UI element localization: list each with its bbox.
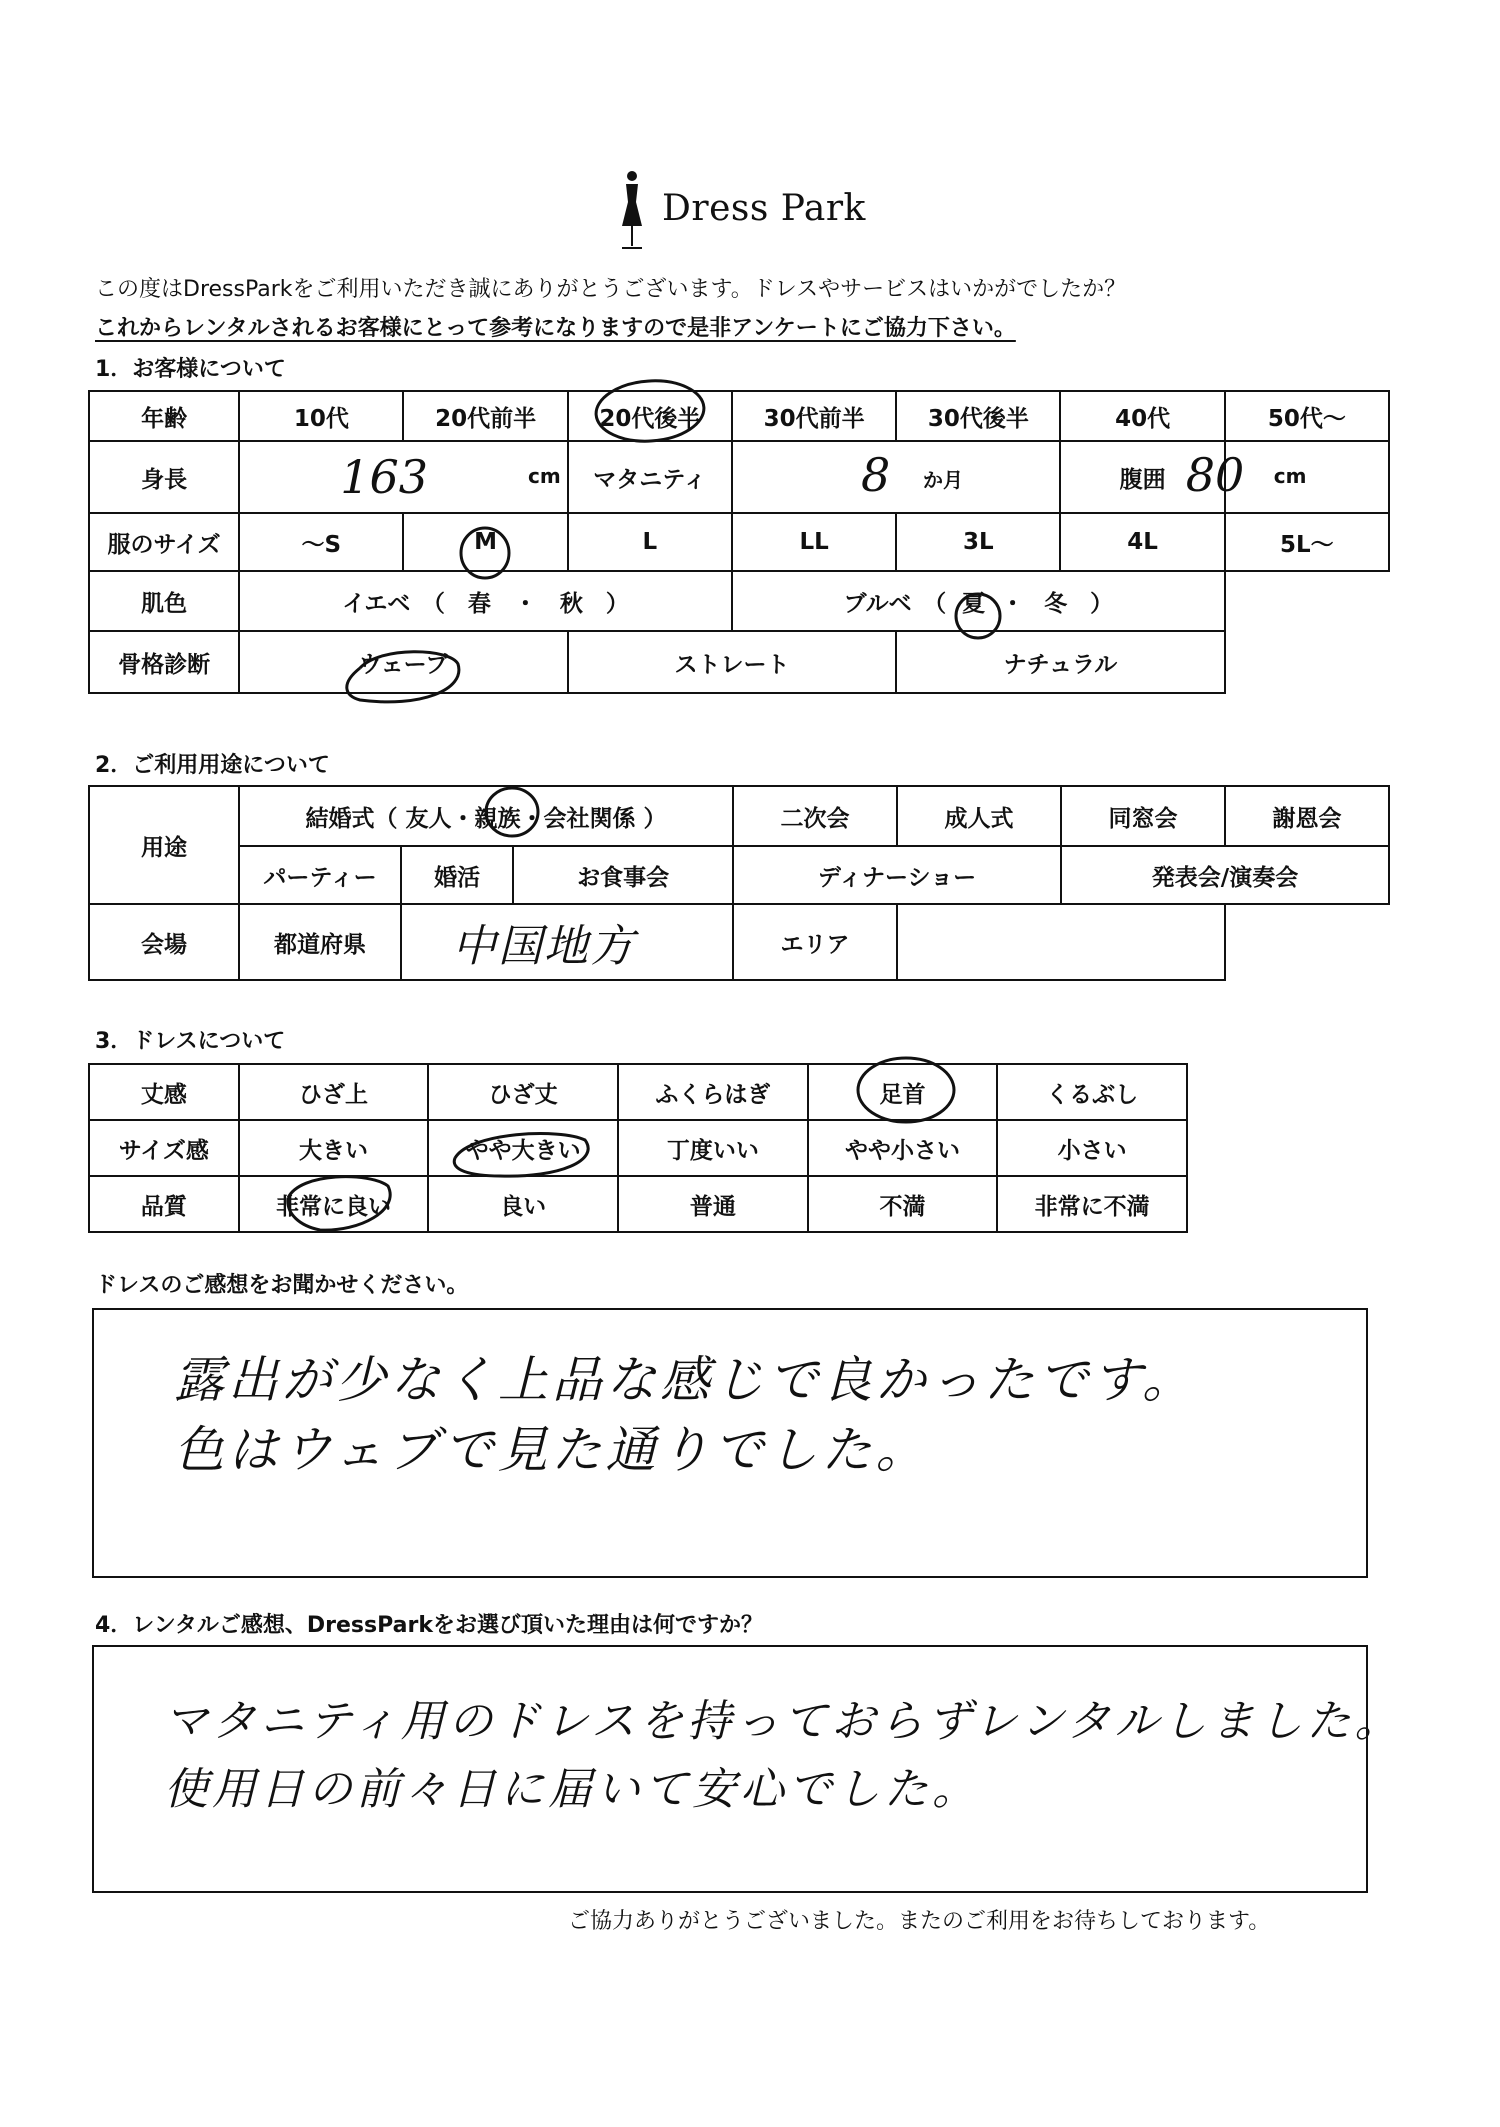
size-feel-option[interactable]: やや小さい [808,1120,998,1176]
usage-table [88,785,1390,981]
purpose-option[interactable]: 同窓会 [1061,786,1225,846]
frame-option[interactable]: ナチュラル [896,631,1225,693]
dress-form-icon [612,168,652,258]
size-feel-option[interactable]: 小さい [997,1120,1187,1176]
age-option[interactable]: 10代 [239,391,403,441]
brand-name: Dress Park [662,188,866,229]
size-label: 服のサイズ [89,513,239,571]
dress-table [88,1063,1188,1233]
frame-option[interactable]: ストレート [568,631,897,693]
purpose-option[interactable]: 婚活 [401,846,513,904]
customer-table [88,390,1390,694]
size-row [89,513,1389,571]
frame-label: 骨格診断 [89,631,239,693]
length-label: 丈感 [89,1064,239,1120]
section4-title: 4．レンタルご感想、DressParkをお選び頂いた理由は何ですか？ [95,1613,763,1638]
reason-answer-box[interactable] [92,1645,1403,1893]
purpose-option[interactable]: 発表会/演奏会 [1061,846,1389,904]
maternity-value: 8 [860,448,891,502]
size-option[interactable]: ～S [239,513,403,571]
age-option[interactable]: 20代前半 [403,391,567,441]
purpose-option[interactable]: お食事会 [513,846,733,904]
height-value: 163 [340,450,429,504]
size-option[interactable]: 4L [1060,513,1224,571]
area-label: エリア [733,904,897,980]
skin-blue-option[interactable] [732,571,1225,631]
dresspark-logo [612,168,872,258]
prefecture-field[interactable] [401,904,733,980]
size-option[interactable]: L [568,513,732,571]
purpose-option[interactable]: 謝恩会 [1225,786,1389,846]
area-field[interactable] [897,904,1225,980]
skin-row [89,571,1389,631]
empty-cell [1225,904,1389,980]
wedding-option[interactable]: 結婚式（ 友人・親族・会社関係 ） [239,786,733,846]
quality-option-selected[interactable]: 非常に良い [239,1176,429,1232]
quality-label: 品質 [89,1176,239,1232]
comment-title: ドレスのご感想をお聞かせください。 [95,1273,469,1298]
age-label: 年齢 [89,391,239,441]
request-text: これからレンタルされるお客様にとって参考になりますので是非アンケートにご協力下さい。 [95,316,1016,341]
size-option[interactable]: 5L～ [1225,513,1389,571]
purpose-label: 用途 [89,786,239,904]
dress-comment-line: 露出が少なく上品な感じで良かったです。 [174,1351,1196,1409]
length-option-selected[interactable]: 足首 [808,1064,998,1120]
purpose-option[interactable]: 成人式 [897,786,1061,846]
dress-comment-line: 色はウェブで見た通りでした。 [174,1421,930,1479]
age-option[interactable]: 30代後半 [896,391,1060,441]
skin-summer-selected[interactable]: 夏 [962,590,986,617]
section2-title: 2．ご利用用途について [95,753,330,778]
skin-winter[interactable]: 冬 ） [1044,590,1114,617]
purpose-option[interactable]: パーティー [239,846,401,904]
quality-option[interactable]: 良い [428,1176,618,1232]
waist-value: 80 [1185,448,1245,502]
body-row [89,441,1389,513]
empty-cell [1225,571,1389,631]
frame-row [89,631,1389,693]
venue-label: 会場 [89,904,239,980]
age-option[interactable]: 30代前半 [732,391,896,441]
purpose-option[interactable]: ディナーショー [733,846,1061,904]
quality-option[interactable]: 非常に不満 [997,1176,1187,1232]
age-row [89,391,1389,441]
frame-option-selected[interactable]: ウェーブ [239,631,568,693]
size-feel-label: サイズ感 [89,1120,239,1176]
skin-label: 肌色 [89,571,239,631]
maternity-label: マタニティ [568,441,732,513]
age-option[interactable]: 50代～ [1225,391,1389,441]
waist-field[interactable] [1185,441,1389,513]
waist-unit: cm [1273,464,1307,488]
size-option-selected[interactable]: M [403,513,567,571]
age-option[interactable]: 40代 [1060,391,1224,441]
size-feel-option[interactable]: 丁度いい [618,1120,808,1176]
dress-comment-box[interactable] [92,1308,1368,1578]
maternity-field[interactable] [732,441,1061,513]
height-label: 身長 [89,441,239,513]
empty-cell [1225,631,1389,693]
purpose-option[interactable]: 二次会 [733,786,897,846]
maternity-unit: か月 [922,468,963,492]
section1-title: 1．お客様について [95,357,286,382]
quality-option[interactable]: 普通 [618,1176,808,1232]
length-option[interactable]: くるぶし [997,1064,1187,1120]
prefecture-label: 都道府県 [239,904,401,980]
size-feel-option-selected[interactable]: やや大きい [428,1120,618,1176]
skin-dot: ・ [1001,590,1025,617]
height-unit: cm [528,464,561,488]
thanks-footer: ご協力ありがとうございました。またのご利用をお待ちしております。 [568,1909,1271,1934]
waist-label: 腹囲 [1060,441,1224,513]
quality-option[interactable]: 不満 [808,1176,998,1232]
skin-blue-prefix: ブルベ （ [843,590,947,617]
size-option[interactable]: LL [732,513,896,571]
length-option[interactable]: ふくらはぎ [618,1064,808,1120]
length-option[interactable]: ひざ丈 [428,1064,618,1120]
age-option-selected[interactable]: 20代後半 [568,391,732,441]
length-option[interactable]: ひざ上 [239,1064,429,1120]
skin-yellow-option[interactable]: イエベ （ 春 ・ 秋 ） [239,571,732,631]
size-option[interactable]: 3L [896,513,1060,571]
prefecture-value: 中国地方 [451,921,636,972]
intro-text: この度はDressParkをご利用いただき誠にありがとうございます。ドレスやサービスはいかがでしたか？ [95,277,1127,302]
reason-answer-line: マタニティ用のドレスを持っておらずレンタルしました。 [164,1696,1403,1747]
reason-answer-line: 使用日の前々日に届いて安心でした。 [164,1764,980,1815]
section3-title: 3．ドレスについて [95,1029,286,1054]
height-field[interactable] [239,441,568,513]
size-feel-option[interactable]: 大きい [239,1120,429,1176]
